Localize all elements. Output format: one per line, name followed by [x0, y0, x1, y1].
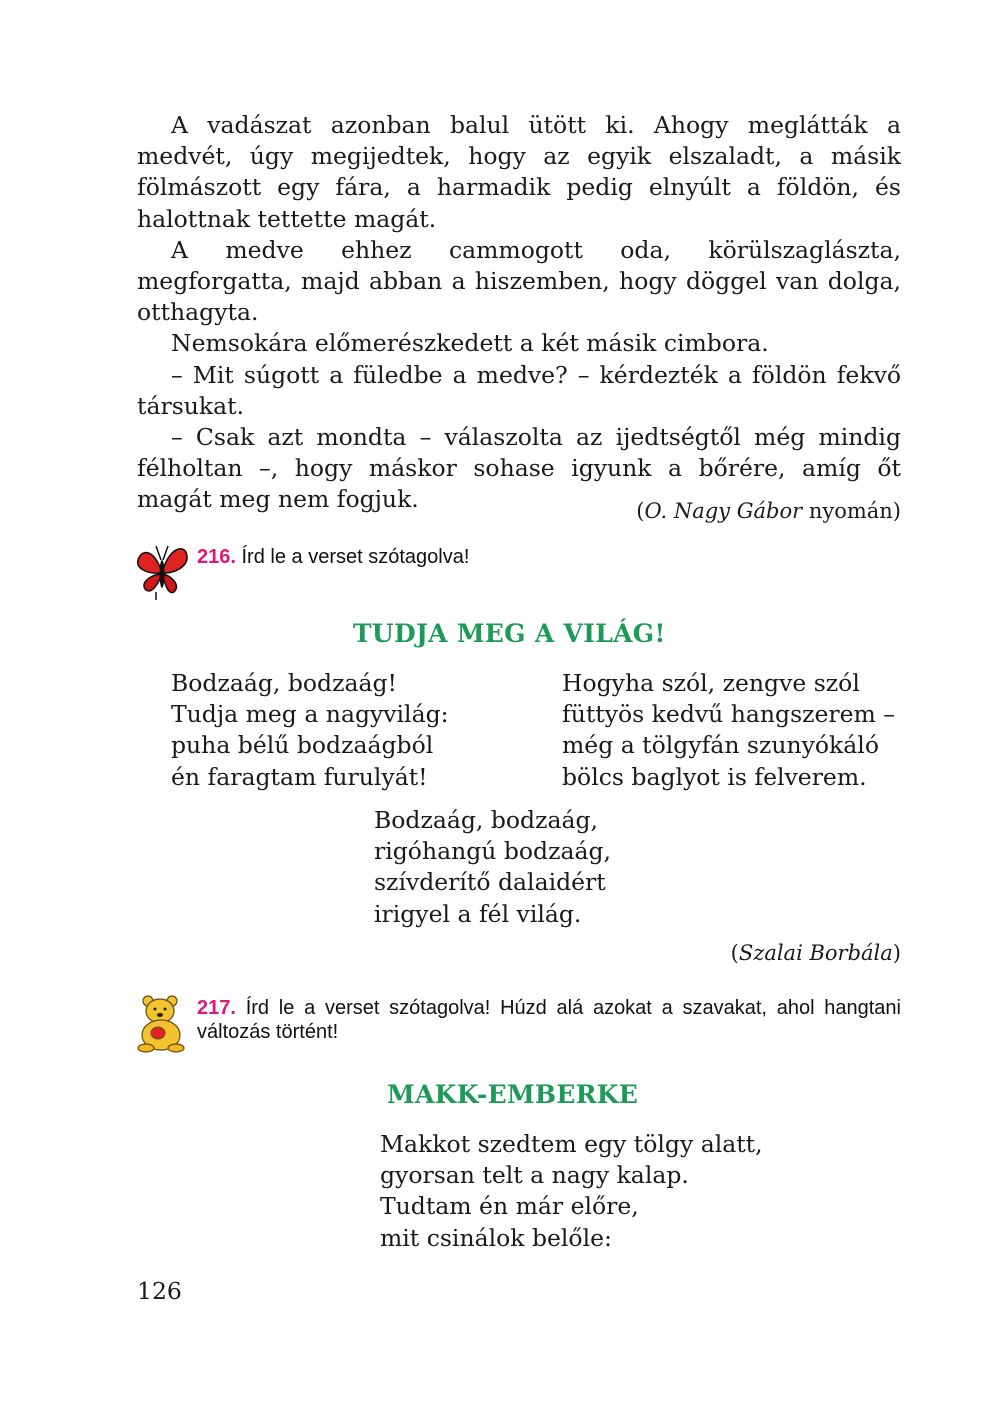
poem-line: Bodzaág, bodzaág!: [171, 669, 397, 697]
exercise-217: [197, 996, 901, 1044]
poem-line: Makkot szedtem egy tölgy alatt,: [380, 1130, 763, 1158]
poem-line: még a tölgyfán szunyókáló: [562, 731, 879, 760]
paragraph: – Csak azt mondta – válaszolta az ijedtségtől még mindig félholtan –, hogy máskor sohase igyunk a bőrére, amíg őt magát meg nem fogjuk.: [137, 423, 901, 514]
poem-line: Tudja meg a nagyvilág:: [171, 700, 449, 729]
poem-line: bölcs baglyot is felverem.: [562, 762, 867, 791]
poem-line: füttyös kedvű hangszerem –: [562, 700, 896, 729]
poem-stanza: [562, 668, 895, 793]
poem-line: rigóhangú bodzaág,: [374, 837, 612, 866]
exercise-instruction: Írd le a verset szótagolva! Húzd alá azokat a szavakat, ahol hangtani változás történt!: [197, 997, 901, 1043]
paragraph: A medve ehhez cammogott oda, körülszaglászta, megforgatta, majd abban a hiszemben, hogy döggel van dolga, otthagyta.: [137, 235, 901, 327]
poem-title: TUDJA MEG A VILÁG!: [353, 619, 666, 648]
poem-stanza: [380, 1129, 763, 1254]
butterfly-icon: [134, 540, 190, 602]
exercise-number: 216.: [197, 546, 236, 568]
page-number: 126: [137, 1277, 182, 1305]
poem-line: mit csinálok belőle:: [380, 1223, 612, 1252]
exercise-216: [197, 545, 901, 569]
bear-icon: [134, 993, 188, 1053]
paragraph: A vadászat azonban balul ütött ki. Ahogy meglátták a medvét, úgy megijedtek, hogy az egyik elszaladt, a másik fölmászott egy fára, a harmadik pedig elnyúlt a földön, és halottnak tettette magát.: [137, 111, 901, 233]
poem-line: puha bélű bodzaágból: [171, 731, 434, 760]
poem-stanza: [374, 805, 611, 930]
author-name: Szalai Borbála: [738, 941, 893, 965]
poem-line: Tudtam én már előre,: [380, 1192, 639, 1221]
exercise-number: 217.: [197, 997, 236, 1019]
poem-line: Bodzaág, bodzaág,: [374, 806, 598, 834]
attribution-author: O. Nagy Gábor: [644, 499, 803, 523]
poem-line: én faragtam furulyát!: [171, 762, 428, 791]
poem-line: szívderítő dalaidért: [374, 868, 606, 897]
poem-line: Hogyha szól, zengve szól: [562, 669, 860, 697]
exercise-instruction: Írd le a verset szótagolva!: [241, 546, 470, 568]
attribution: (O. Nagy Gábor nyomán): [636, 499, 901, 523]
poem-author: (Szalai Borbála): [730, 941, 901, 965]
poem-stanza: [171, 668, 449, 793]
story-text: [137, 110, 901, 516]
poem-title: MAKK-EMBERKE: [387, 1080, 639, 1109]
paragraph: – Mit súgott a füledbe a medve? – kérdezték a földön fekvő társukat.: [137, 360, 901, 420]
poem-line: irigyel a fél világ.: [374, 899, 582, 928]
poem-line: gyorsan telt a nagy kalap.: [380, 1161, 689, 1190]
paragraph: Nemsokára előmerészkedett a két másik cimbora.: [171, 329, 769, 358]
